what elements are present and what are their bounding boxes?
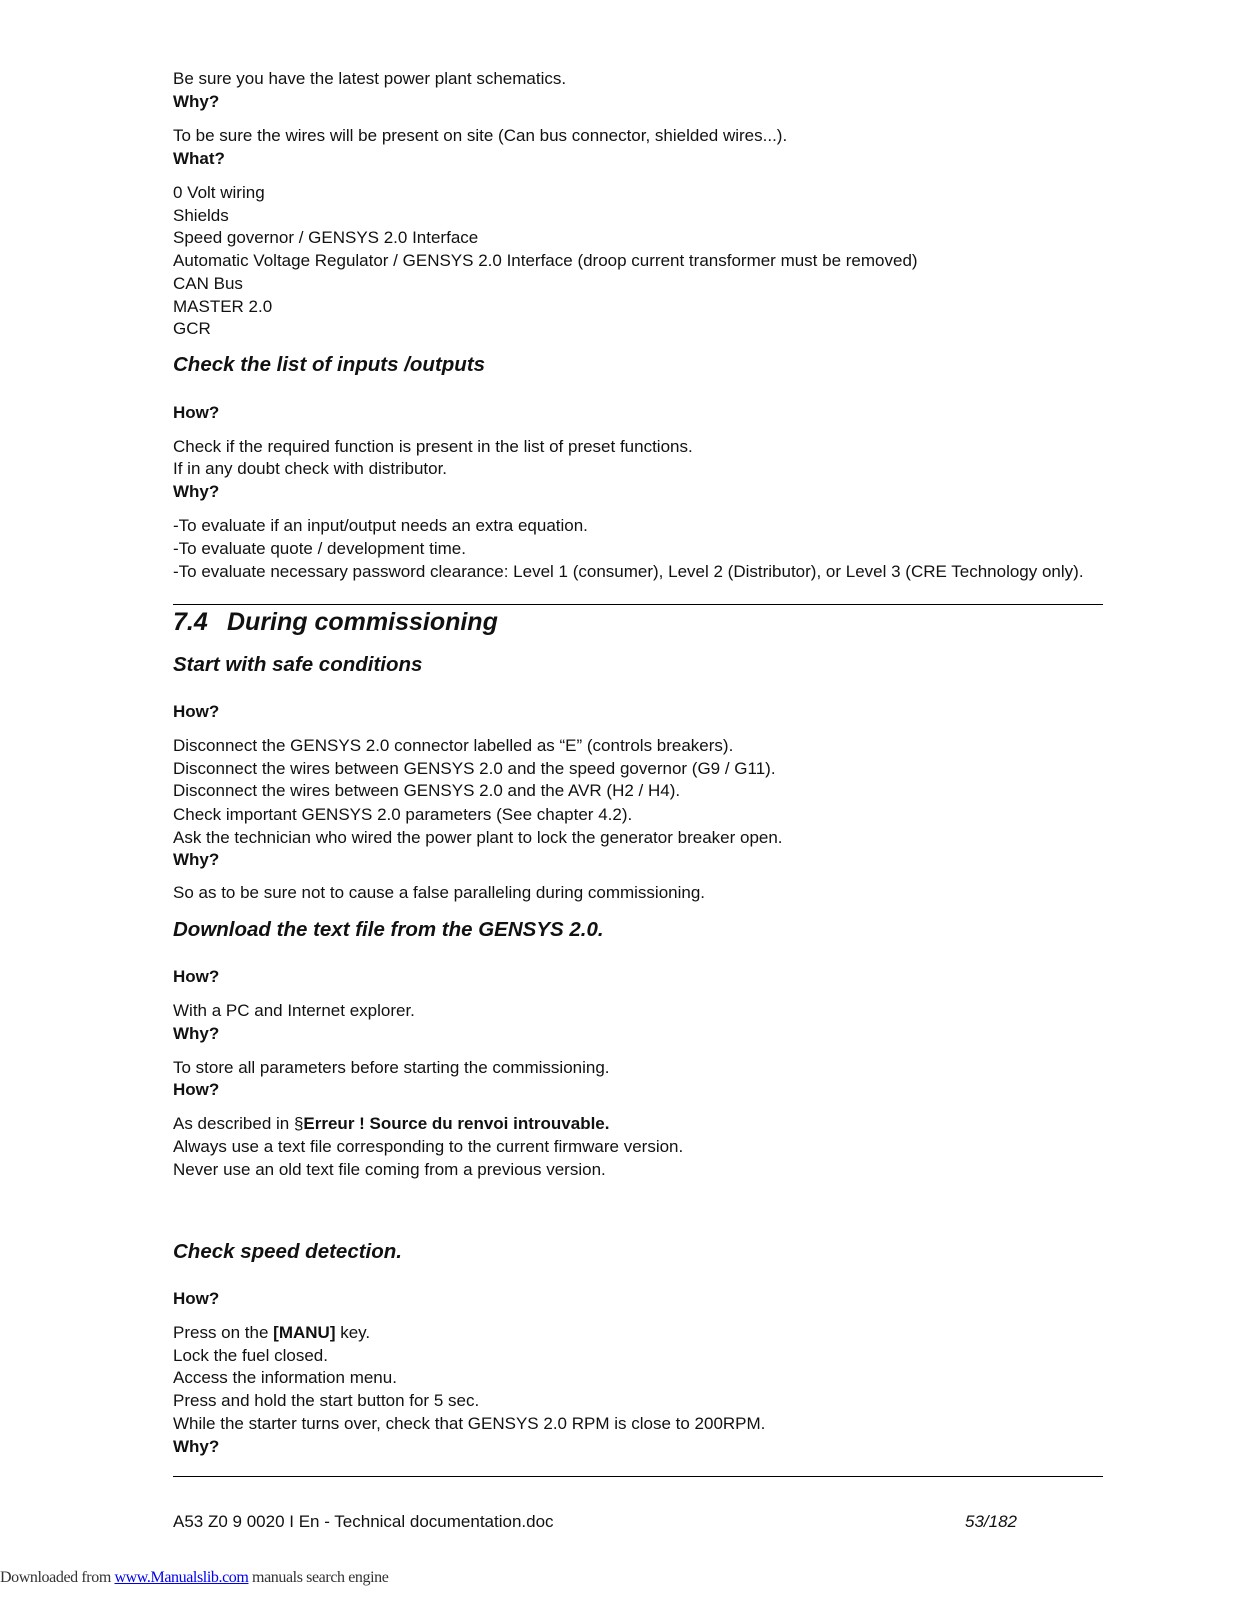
how-text: With a PC and Internet explorer. <box>173 1001 415 1020</box>
section-heading <box>173 608 498 637</box>
footer-rule <box>173 1476 1103 1477</box>
manu-key: [MANU] <box>273 1323 336 1342</box>
what-item: Automatic Voltage Regulator / GENSYS 2.0 Interface (droop current transformer must be removed) <box>173 251 918 270</box>
how-line: Ask the technician who wired the power plant to lock the generator breaker open. <box>173 828 783 847</box>
download-line: Never use an old text file coming from a previous version. <box>173 1160 606 1179</box>
speed-line: While the starter turns over, check that GENSYS 2.0 RPM is close to 200RPM. <box>173 1414 766 1433</box>
broken-reference: Erreur ! Source du renvoi introuvable. <box>303 1114 610 1133</box>
reference-line <box>173 1113 609 1135</box>
banner-suffix: manuals search engine <box>248 1569 389 1586</box>
what-item: GCR <box>173 319 211 338</box>
why-line: -To evaluate if an input/output needs an extra equation. <box>173 516 588 535</box>
why-label: Why? <box>173 482 220 501</box>
subheading-safe: Start with safe conditions <box>173 653 423 676</box>
why-label: Why? <box>173 1024 220 1043</box>
reference-prefix: As described in § <box>173 1114 304 1133</box>
what-item: CAN Bus <box>173 274 243 293</box>
how-line: If in any doubt check with distributor. <box>173 459 448 478</box>
manualslib-link[interactable]: www.Manualslib.com <box>114 1569 249 1586</box>
speed-line: Access the information menu. <box>173 1368 397 1387</box>
intro-paragraph: Be sure you have the latest power plant schematics. <box>173 69 567 88</box>
what-item: 0 Volt wiring <box>173 183 265 202</box>
why-label: Why? <box>173 92 220 111</box>
why-text: So as to be sure not to cause a false paralleling during commissioning. <box>173 883 706 902</box>
why-label: Why? <box>173 1437 220 1456</box>
how-line: Disconnect the GENSYS 2.0 connector labelled as “E” (controls breakers). <box>173 736 734 755</box>
why-line: -To evaluate necessary password clearance: Level 1 (consumer), Level 2 (Distributor), or Level 3 (CRE Technology only). <box>173 562 1084 581</box>
how-line: Disconnect the wires between GENSYS 2.0 and the AVR (H2 / H4). <box>173 781 681 800</box>
subheading-download: Download the text file from the GENSYS 2.0. <box>173 918 604 941</box>
why-label: Why? <box>173 850 220 869</box>
why-text: To store all parameters before starting the commissioning. <box>173 1058 610 1077</box>
banner-prefix: Downloaded from <box>0 1569 115 1586</box>
section-rule <box>173 604 1103 605</box>
what-item: MASTER 2.0 <box>173 297 273 316</box>
footer-document-name: A53 Z0 9 0020 I En - Technical documentation.doc <box>173 1512 554 1531</box>
how-line: Check important GENSYS 2.0 parameters (See chapter 4.2). <box>173 805 633 824</box>
how-label: How? <box>173 1289 220 1308</box>
download-banner <box>0 1569 388 1587</box>
what-item: Shields <box>173 206 229 225</box>
press-prefix: Press on the <box>173 1323 274 1342</box>
footer-page-number: 53/182 <box>965 1512 1017 1531</box>
press-suffix: key. <box>335 1323 371 1342</box>
how-label: How? <box>173 702 220 721</box>
how-label: How? <box>173 967 220 986</box>
how-line: Disconnect the wires between GENSYS 2.0 and the speed governor (G9 / G11). <box>173 759 776 778</box>
download-line: Always use a text file corresponding to the current firmware version. <box>173 1137 684 1156</box>
section-number: 7.4 <box>173 608 208 636</box>
press-manu-line <box>173 1322 370 1344</box>
why-text: To be sure the wires will be present on site (Can bus connector, shielded wires...). <box>173 126 788 145</box>
why-line: -To evaluate quote / development time. <box>173 539 466 558</box>
speed-line: Lock the fuel closed. <box>173 1346 328 1365</box>
subheading-speed: Check speed detection. <box>173 1240 402 1263</box>
how-line: Check if the required function is present in the list of preset functions. <box>173 437 693 456</box>
subheading-io-check: Check the list of inputs /outputs <box>173 353 486 376</box>
what-item: Speed governor / GENSYS 2.0 Interface <box>173 228 479 247</box>
section-title: During commissioning <box>227 608 498 636</box>
speed-line: Press and hold the start button for 5 sec. <box>173 1391 480 1410</box>
how-label: How? <box>173 403 220 422</box>
what-label: What? <box>173 149 225 168</box>
how-label: How? <box>173 1080 220 1099</box>
